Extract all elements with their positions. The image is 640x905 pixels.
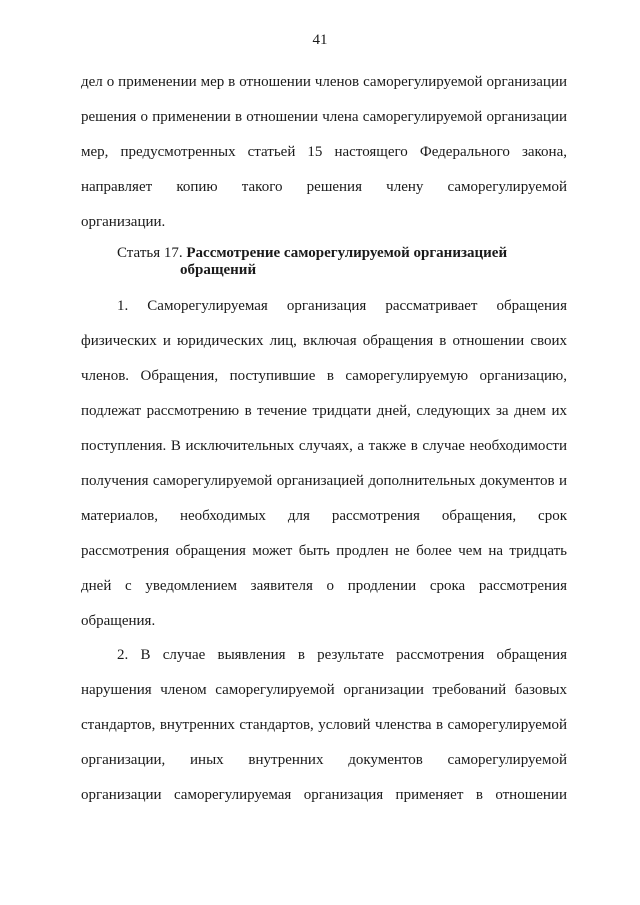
text-line: стандартов, внутренних стандартов, условий членства в саморегулируемой [81, 717, 567, 733]
article-title-continuation: обращений [180, 262, 257, 278]
article-title: Рассмотрение саморегулируемой организацией [186, 245, 508, 261]
text-line: рассмотрения обращения может быть продлен не более чем на тридцать [81, 543, 567, 559]
article-heading [117, 245, 567, 279]
article-number: Статья 17. [117, 245, 183, 261]
text-line: подлежат рассмотрению в течение тридцати дней, следующих за днем их [81, 403, 567, 419]
text-line: организации саморегулируемая организация применяет в отношении [81, 787, 567, 803]
text-line: дней с уведомлением заявителя о продлении срока рассмотрения [81, 578, 567, 594]
text-line: поступления. В исключительных случаях, а также в случае необходимости [81, 438, 567, 454]
page-number: 41 [312, 32, 328, 48]
text-line: нарушения членом саморегулируемой организации требований базовых [81, 682, 567, 698]
text-line: направляет копию такого решения члену саморегулируемой [81, 179, 567, 195]
text-line: дел о применении мер в отношении членов саморегулируемой организации [81, 74, 567, 90]
text-line: получения саморегулируемой организацией дополнительных документов и [81, 473, 567, 489]
text-line: 2. В случае выявления в результате рассмотрения обращения [117, 647, 567, 663]
text-line: обращения. [81, 613, 156, 629]
text-line: физических и юридических лиц, включая обращения в отношении своих [81, 333, 567, 349]
text-line: мер, предусмотренных статьей 15 настоящего Федерального закона, [81, 144, 567, 160]
text-line: 1. Саморегулируемая организация рассматривает обращения [117, 298, 567, 314]
text-line: организации. [81, 214, 166, 230]
text-line: организации, иных внутренних документов саморегулируемой [81, 752, 567, 768]
text-line: материалов, необходимых для рассмотрения обращения, срок [81, 508, 567, 524]
text-line: решения о применении в отношении члена саморегулируемой организации [81, 109, 567, 125]
text-line: членов. Обращения, поступившие в саморегулируемую организацию, [81, 368, 567, 384]
